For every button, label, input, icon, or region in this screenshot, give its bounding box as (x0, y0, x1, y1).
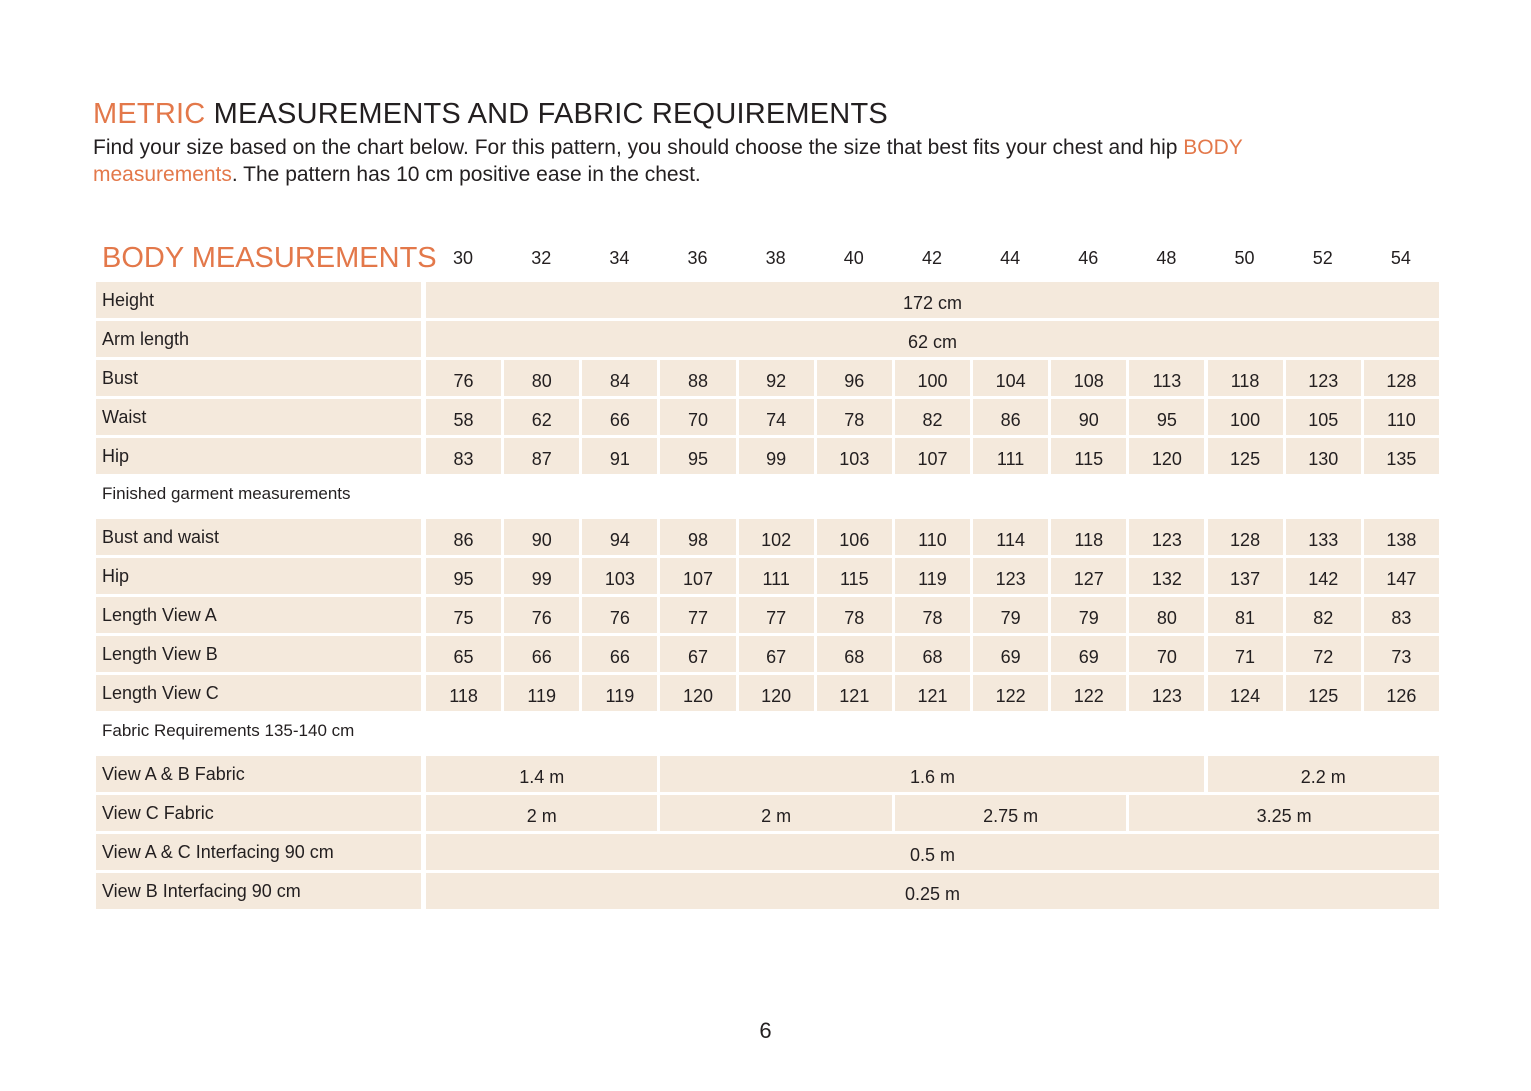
table-cell: 102 (739, 519, 814, 555)
table-cell: 0.5 m (426, 834, 1439, 870)
table-cell: 122 (973, 675, 1048, 711)
title-rest: MEASUREMENTS AND FABRIC REQUIREMENTS (205, 98, 888, 130)
table-cell: 67 (660, 636, 735, 672)
section-subhead: Finished garment measurements (102, 484, 351, 503)
table-cell: 119 (895, 558, 970, 594)
table-cell: 78 (895, 597, 970, 633)
table-row (96, 675, 1440, 711)
table-cell: 68 (817, 636, 892, 672)
table-cell: 81 (1208, 597, 1283, 633)
table-cell: 103 (817, 438, 892, 474)
table-cell: 115 (1051, 438, 1126, 474)
table-cell: 103 (582, 558, 657, 594)
intro-paragraph (93, 134, 1383, 188)
table-cell: 3.25 m (1129, 795, 1439, 831)
table-cell: 110 (895, 519, 970, 555)
table-row (96, 795, 1440, 831)
table-cell: 69 (973, 636, 1048, 672)
table-cell: 123 (973, 558, 1048, 594)
table-cell: 121 (895, 675, 970, 711)
table-cell: 111 (973, 438, 1048, 474)
table-cell: 91 (582, 438, 657, 474)
table-cell: 77 (739, 597, 814, 633)
table-cell: 108 (1051, 360, 1126, 396)
table-cell: 99 (739, 438, 814, 474)
table-cell: 127 (1051, 558, 1126, 594)
table-cell: 128 (1208, 519, 1283, 555)
body-measurements-title: BODY MEASUREMENTS (102, 242, 437, 274)
table-cell: 2.2 m (1208, 756, 1439, 792)
section-subhead: Fabric Requirements 135-140 cm (102, 721, 355, 740)
row-label: Length View B (96, 636, 421, 672)
table-cell: 100 (895, 360, 970, 396)
size-header: 48 (1156, 248, 1177, 268)
table-row (96, 597, 1440, 633)
table-cell: 2 m (426, 795, 657, 831)
table-cell: 120 (739, 675, 814, 711)
table-cell: 118 (426, 675, 501, 711)
table-cell: 58 (426, 399, 501, 435)
table-cell: 2 m (660, 795, 891, 831)
row-label: Bust (96, 360, 421, 396)
table-cell: 105 (1286, 399, 1361, 435)
row-label: Length View A (96, 597, 421, 633)
table-cell: 107 (895, 438, 970, 474)
table-cell: 125 (1208, 438, 1283, 474)
table-cell: 2.75 m (895, 795, 1126, 831)
table-cell: 123 (1129, 519, 1204, 555)
row-label: View C Fabric (96, 795, 421, 831)
table-cell: 71 (1208, 636, 1283, 672)
table-cell: 87 (504, 438, 579, 474)
table-row (96, 558, 1440, 594)
row-label: View A & C Interfacing 90 cm (96, 834, 421, 870)
table-cell: 135 (1364, 438, 1439, 474)
table-cell: 123 (1129, 675, 1204, 711)
table-cell: 110 (1364, 399, 1439, 435)
table-cell: 76 (504, 597, 579, 633)
table-cell: 106 (817, 519, 892, 555)
row-label: View B Interfacing 90 cm (96, 873, 421, 909)
table-cell: 123 (1286, 360, 1361, 396)
table-cell: 73 (1364, 636, 1439, 672)
row-label: Hip (96, 438, 421, 474)
size-header: 52 (1312, 248, 1333, 268)
table-cell: 77 (660, 597, 735, 633)
table-cell: 69 (1051, 636, 1126, 672)
title-accent: METRIC (93, 98, 206, 130)
table-cell: 75 (426, 597, 501, 633)
table-cell: 83 (426, 438, 501, 474)
table-cell: 79 (973, 597, 1048, 633)
table-cell: 126 (1364, 675, 1439, 711)
table-cell: 128 (1364, 360, 1439, 396)
row-label: Arm length (96, 321, 421, 357)
table-cell: 119 (504, 675, 579, 711)
table-cell: 90 (1051, 399, 1126, 435)
table-cell: 120 (1129, 438, 1204, 474)
table-cell: 68 (895, 636, 970, 672)
table-cell: 95 (660, 438, 735, 474)
table-row (96, 873, 1440, 909)
table-cell: 120 (660, 675, 735, 711)
table-cell: 115 (817, 558, 892, 594)
table-cell: 121 (817, 675, 892, 711)
size-header: 54 (1390, 248, 1411, 268)
table-row (96, 438, 1440, 474)
table-cell: 119 (582, 675, 657, 711)
row-label: Hip (96, 558, 421, 594)
table-cell: 70 (660, 399, 735, 435)
table-cell: 78 (817, 399, 892, 435)
size-header: 38 (765, 248, 786, 268)
table-cell: 78 (817, 597, 892, 633)
table-cell: 67 (739, 636, 814, 672)
table-cell: 95 (426, 558, 501, 594)
table-cell: 72 (1286, 636, 1361, 672)
table-cell: 88 (660, 360, 735, 396)
table-cell: 66 (582, 399, 657, 435)
row-label: Length View C (96, 675, 421, 711)
table-cell: 82 (895, 399, 970, 435)
table-cell: 122 (1051, 675, 1126, 711)
intro-text: Find your size based on the chart below. For this pattern, you should choose the size that best fits your chest and hip (93, 136, 1184, 159)
table-cell: 62 (504, 399, 579, 435)
table-cell: 98 (660, 519, 735, 555)
size-header: 46 (1078, 248, 1099, 268)
table-cell: 107 (660, 558, 735, 594)
table-row (96, 282, 1440, 318)
size-header: 42 (921, 248, 942, 268)
row-label: Waist (96, 399, 421, 435)
page-title (93, 98, 888, 131)
table-cell: 118 (1051, 519, 1126, 555)
table-cell: 76 (426, 360, 501, 396)
table-cell: 65 (426, 636, 501, 672)
table-row (96, 399, 1440, 435)
table-cell: 66 (582, 636, 657, 672)
size-header: 32 (531, 248, 552, 268)
table-cell: 130 (1286, 438, 1361, 474)
table-cell: 147 (1364, 558, 1439, 594)
table-cell: 94 (582, 519, 657, 555)
table-cell: 172 cm (426, 282, 1439, 318)
size-header-row (424, 248, 1440, 272)
table-cell: 99 (504, 558, 579, 594)
table-cell: 79 (1051, 597, 1126, 633)
table-cell: 1.6 m (660, 756, 1204, 792)
table-cell: 138 (1364, 519, 1439, 555)
row-label: Height (96, 282, 421, 318)
table-cell: 113 (1129, 360, 1204, 396)
table-cell: 80 (504, 360, 579, 396)
table-row (96, 756, 1440, 792)
size-header: 36 (687, 248, 708, 268)
table-cell: 133 (1286, 519, 1361, 555)
size-header: 44 (1000, 248, 1021, 268)
table-cell: 124 (1208, 675, 1283, 711)
intro-text-end: . The pattern has 10 cm positive ease in the chest. (231, 163, 701, 186)
intro-accent: BODY measurements (93, 136, 1243, 186)
table-cell: 84 (582, 360, 657, 396)
table-cell: 83 (1364, 597, 1439, 633)
table-row (96, 360, 1440, 396)
table-cell: 1.4 m (426, 756, 657, 792)
table-cell: 62 cm (426, 321, 1439, 357)
size-header: 50 (1234, 248, 1255, 268)
table-cell: 125 (1286, 675, 1361, 711)
table-cell: 118 (1208, 360, 1283, 396)
table-cell: 74 (739, 399, 814, 435)
table-cell: 95 (1129, 399, 1204, 435)
table-cell: 82 (1286, 597, 1361, 633)
size-header: 34 (609, 248, 630, 268)
table-row (96, 519, 1440, 555)
table-cell: 137 (1208, 558, 1283, 594)
table-cell: 111 (739, 558, 814, 594)
table-cell: 142 (1286, 558, 1361, 594)
table-cell: 90 (504, 519, 579, 555)
table-row (96, 834, 1440, 870)
table-cell: 80 (1129, 597, 1204, 633)
table-row (96, 636, 1440, 672)
row-label: View A & B Fabric (96, 756, 421, 792)
table-cell: 0.25 m (426, 873, 1439, 909)
table-cell: 86 (973, 399, 1048, 435)
size-header: 30 (453, 248, 474, 268)
row-label: Bust and waist (96, 519, 421, 555)
table-cell: 86 (426, 519, 501, 555)
page-number: 6 (759, 1018, 772, 1043)
table-cell: 132 (1129, 558, 1204, 594)
table-row (96, 321, 1440, 357)
table-cell: 96 (817, 360, 892, 396)
table-cell: 92 (739, 360, 814, 396)
table-cell: 114 (973, 519, 1048, 555)
table-cell: 66 (504, 636, 579, 672)
size-header: 40 (843, 248, 864, 268)
table-cell: 104 (973, 360, 1048, 396)
table-cell: 70 (1129, 636, 1204, 672)
table-cell: 100 (1208, 399, 1283, 435)
table-cell: 76 (582, 597, 657, 633)
